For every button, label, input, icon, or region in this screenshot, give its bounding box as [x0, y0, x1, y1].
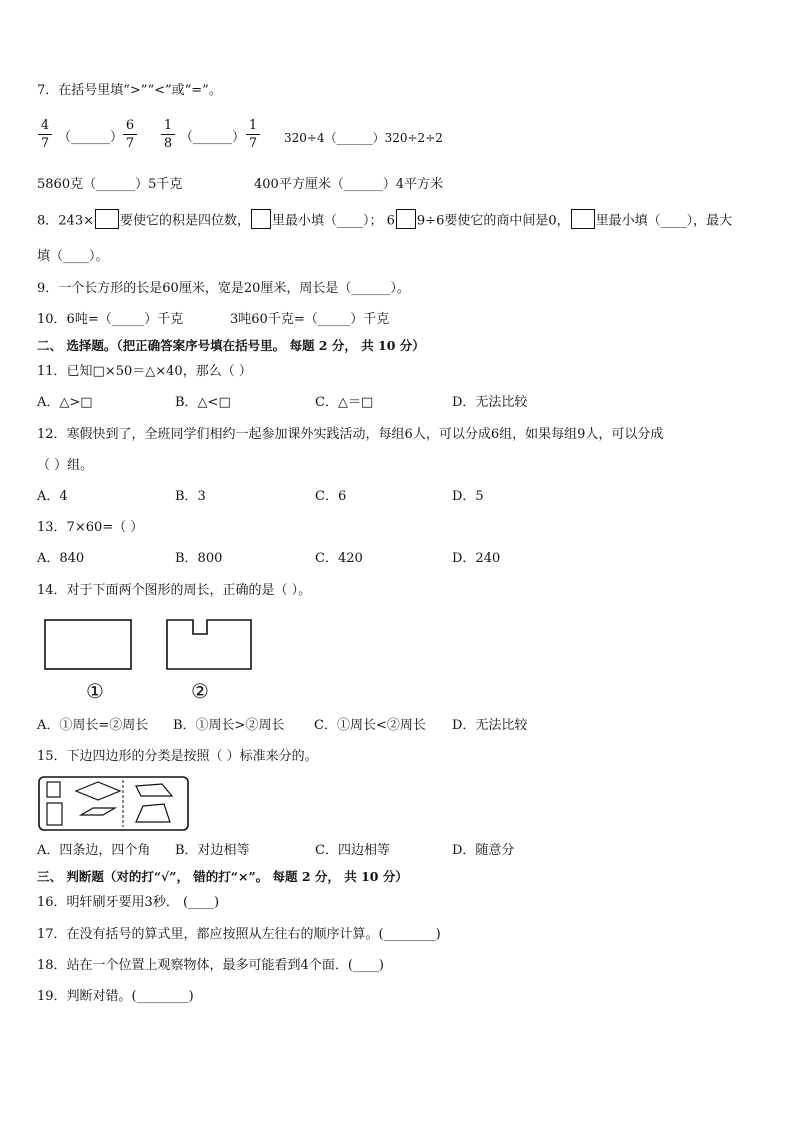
fraction-denominator: 7 [40, 136, 50, 151]
q13-option-d[interactable]: D．240 [452, 551, 501, 566]
q19: 19．判断对错。(________) [37, 989, 194, 1004]
q8-line-1 [37, 211, 732, 231]
q13-stem: 13．7×60=（ ） [37, 520, 144, 535]
figure-2-notched-shape [167, 620, 251, 669]
q12-option-b[interactable]: B．3 [175, 489, 206, 504]
q8-part-5: 里最小填（____），最大 [595, 213, 733, 229]
fraction-denominator: 7 [125, 136, 135, 151]
q12-option-a[interactable]: A．4 [37, 489, 68, 504]
q8-part-4: 9÷6要使它的商中间是0， [416, 213, 570, 229]
fraction-numerator: 1 [163, 118, 173, 133]
q12-stem-line-2: （ ）组。 [37, 458, 94, 473]
q14-stem: 14．对于下面两个图形的周长，正确的是（ ）。 [37, 583, 312, 598]
q12-stem-line-1: 12．寒假快到了，全班同学们相约一起参加课外实践活动，每组6人，可以分成6组，如果每组9人，可以分成 [37, 427, 664, 442]
q17: 17．在没有括号的算式里，都应按照从左往右的顺序计算。(________) [37, 927, 441, 942]
q14-figures [44, 618, 264, 678]
q11-option-c[interactable]: C．△＝□ [315, 395, 374, 410]
q10-tons-to-kg: 10．6吨=（_____）千克 [37, 312, 184, 327]
fraction-denominator: 7 [248, 136, 258, 151]
q14-option-c[interactable]: C．①周长<②周长 [314, 718, 426, 733]
q7-blank-1[interactable]: （______） [58, 130, 124, 145]
q15-option-d[interactable]: D．随意分 [452, 843, 515, 858]
section-3-heading: 三、 判断题（对的打“√”， 错的打“×”。 每题 2 分， 共 10 分） [37, 869, 408, 884]
q15-stem: 15．下边四边形的分类是按照（ ）标准来分的。 [37, 749, 318, 764]
q8-line-2: 填（____）。 [37, 249, 109, 264]
figure-1-label: ① [86, 679, 104, 703]
q16: 16．明轩刷牙要用3秒． (____) [37, 895, 220, 910]
q9: 9．一个长方形的长是60厘米，宽是20厘米，周长是（______）。 [37, 281, 410, 296]
q7-blank-2[interactable]: （______） [180, 130, 246, 145]
q13-option-c[interactable]: C．420 [315, 551, 363, 566]
q14-option-d[interactable]: D．无法比较 [452, 718, 528, 733]
fraction-denominator: 8 [163, 136, 173, 151]
trapezoid-shape [136, 784, 172, 796]
q13-option-a[interactable]: A．840 [37, 551, 85, 566]
q11-option-d[interactable]: D．无法比较 [452, 395, 528, 410]
section-2-heading: 二、 选择题。（把正确答案序号填在括号里。 每题 2 分， 共 10 分） [37, 338, 425, 353]
fraction-numerator: 1 [248, 118, 258, 133]
q15-option-c[interactable]: C．四边相等 [315, 843, 390, 858]
fraction-1-7 [246, 118, 260, 151]
parallelogram-shape [81, 808, 115, 815]
rhombus-shape [76, 782, 120, 800]
answer-box[interactable] [251, 209, 271, 229]
q10-tons-kg-to-kg: 3吨60千克=（_____）千克 [230, 312, 390, 327]
q8-part-2: 要使它的积是四位数， [119, 213, 250, 229]
q14-option-a[interactable]: A．①周长=②周长 [37, 718, 149, 733]
fraction-1-8 [161, 118, 175, 151]
rectangle-shape [47, 803, 62, 825]
fraction-numerator: 6 [125, 118, 135, 133]
q13-option-b[interactable]: B．800 [175, 551, 223, 566]
fraction-6-7 [123, 118, 137, 151]
q15-quadrilateral-sorting-figure [38, 776, 190, 832]
irregular-quadrilateral-shape [136, 804, 170, 822]
q14-option-b[interactable]: B．①周长>②周长 [173, 718, 285, 733]
q7-stem: 7．在括号里填“>”“<”或“=”。 [37, 83, 222, 98]
q7-area-compare: 400平方厘米（______）4平方米 [254, 177, 444, 192]
q18: 18．站在一个位置上观察物体，最多可能看到4个面．(____) [37, 958, 384, 973]
answer-box[interactable] [571, 209, 595, 229]
q7-division-compare: 320÷4（______）320÷2÷2 [284, 131, 443, 145]
q8-part-3: 里最小填（____）； 6 [272, 213, 395, 229]
q11-option-a[interactable]: A．△>□ [37, 395, 93, 410]
q15-option-b[interactable]: B．对边相等 [175, 843, 250, 858]
figure-1-rectangle [45, 620, 131, 669]
answer-box[interactable] [396, 209, 416, 229]
q11-stem: 11．已知□×50＝△×40，那么（ ） [37, 364, 252, 379]
q12-option-d[interactable]: D．5 [452, 489, 484, 504]
fraction-4-7 [38, 118, 52, 151]
figure-2-label: ② [191, 679, 209, 703]
fraction-numerator: 4 [40, 118, 50, 133]
q15-option-a[interactable]: A．四条边，四个角 [37, 843, 151, 858]
answer-box[interactable] [95, 209, 119, 229]
q8-part-1: 8．243× [37, 213, 94, 229]
q7-mass-compare: 5860克（______）5千克 [37, 177, 183, 192]
q11-option-b[interactable]: B．△<□ [175, 395, 231, 410]
square-shape [47, 782, 60, 797]
q12-option-c[interactable]: C．6 [315, 489, 347, 504]
